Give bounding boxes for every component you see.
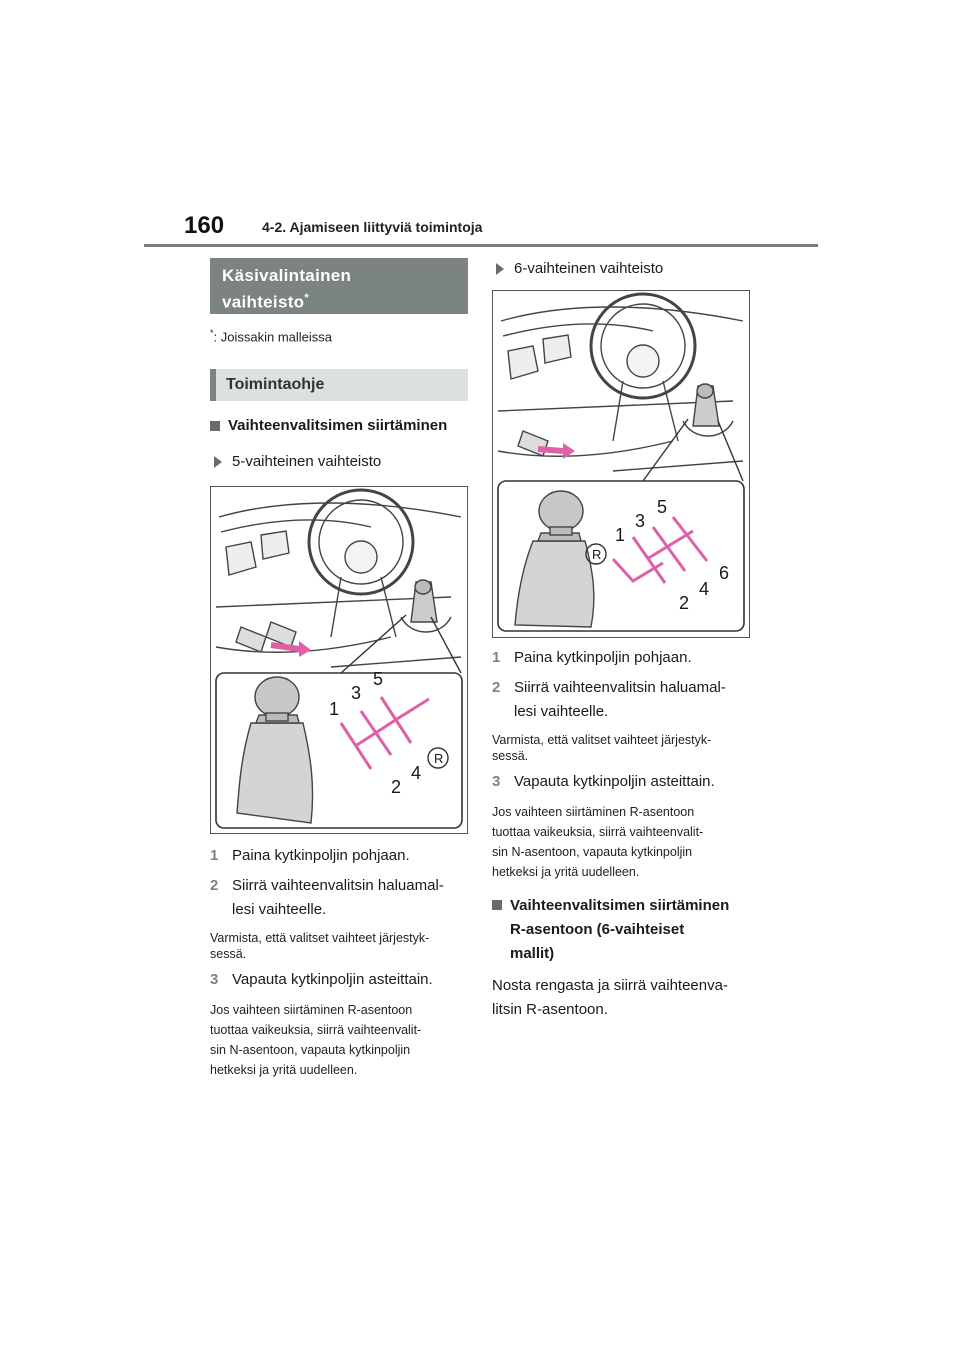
- step-3: 3 Vapauta kytkinpoljin asteittain.: [492, 773, 715, 790]
- gear-label-1: 1: [615, 525, 626, 545]
- step-2: 2 Siirrä vaihteenvalitsin haluamal- lesi vaihteelle.: [210, 877, 444, 919]
- triangle-bullet-icon: [214, 456, 222, 468]
- gear-label-2: 2: [679, 593, 690, 613]
- main-title-box: [210, 258, 468, 314]
- section-title: 4-2. Ajamiseen liittyviä toimintoja: [262, 219, 483, 235]
- gear-label-4: 4: [699, 579, 710, 599]
- footnote: [210, 328, 468, 344]
- subtitle-box: Toimintaohje: [210, 369, 468, 401]
- gear-label-R: R: [592, 547, 602, 562]
- gear-label-1: 1: [329, 699, 340, 720]
- figure-5-speed: [210, 486, 468, 834]
- step-2: 2 Siirrä vaihteenvalitsin haluamal- lesi vaihteelle.: [492, 679, 726, 720]
- gear-label-3: 3: [351, 683, 362, 704]
- step-1: 1 Paina kytkinpoljin pohjaan.: [492, 649, 692, 666]
- page-number: 160: [184, 212, 225, 239]
- gear-label-2: 2: [391, 777, 402, 798]
- note-order: Varmista, että valitset vaihteet järjestyk- sessä.: [210, 931, 430, 962]
- triangle-bullet-icon: [496, 263, 504, 275]
- gear-shift-heading: Vaihteenvalitsimen siirtäminen: [210, 415, 468, 437]
- right-column: [492, 258, 752, 1022]
- left-column: [210, 258, 468, 1080]
- gear-label-4: 4: [411, 763, 422, 784]
- bullet-6-speed: 6-vaihteinen vaihteisto: [492, 258, 752, 280]
- square-bullet-icon: [210, 421, 220, 431]
- step-3: 3 Vapauta kytkinpoljin asteittain.: [210, 971, 433, 989]
- square-bullet-icon: [492, 900, 502, 910]
- note-reverse: Jos vaihteen siirtäminen R-asentoon tuottaa vaikeuksia, siirrä vaihteenvalit- sin N-asentoon, vapauta kytkinpoljin hetkeksi ja yritä uudelleen.: [492, 805, 704, 879]
- title-footnote-mark: *: [304, 292, 309, 304]
- gear-label-5: 5: [657, 497, 668, 517]
- gear-label-3: 3: [635, 511, 646, 531]
- bullet-5-speed: 5-vaihteinen vaihteisto: [210, 451, 468, 473]
- reverse-instruction: Nosta rengasta ja siirrä vaihteenva- litsin R-asentoon.: [492, 977, 728, 1018]
- step-1: 1 Paina kytkinpoljin pohjaan.: [210, 847, 410, 865]
- header-rule: [144, 244, 818, 247]
- main-title-line2: vaihteisto*: [222, 292, 309, 312]
- note-reverse: Jos vaihteen siirtäminen R-asentoon tuottaa vaikeuksia, siirrä vaihteenvalit- sin N-asentoon, vapauta kytkinpoljin hetkeksi ja yritä uudelleen.: [210, 1003, 422, 1078]
- gear-label-6: 6: [719, 563, 730, 583]
- illustration-6-speed: [493, 291, 749, 637]
- gear-label-5: 5: [373, 669, 384, 690]
- note-order: Varmista, että valitset vaihteet järjestyk- sessä.: [492, 733, 712, 763]
- illustration-5-speed: [211, 487, 467, 833]
- gear-label-R: R: [434, 751, 444, 767]
- reverse-heading: Vaihteenvalitsimen siirtäminen R-asentoon (6-vaihteiset mallit): [492, 894, 752, 966]
- footnote-text: : Joissakin malleissa: [213, 329, 333, 345]
- main-title-line1: Käsivalintainen: [222, 266, 352, 285]
- footnote-mark: *: [210, 328, 214, 338]
- figure-6-speed: [492, 290, 750, 638]
